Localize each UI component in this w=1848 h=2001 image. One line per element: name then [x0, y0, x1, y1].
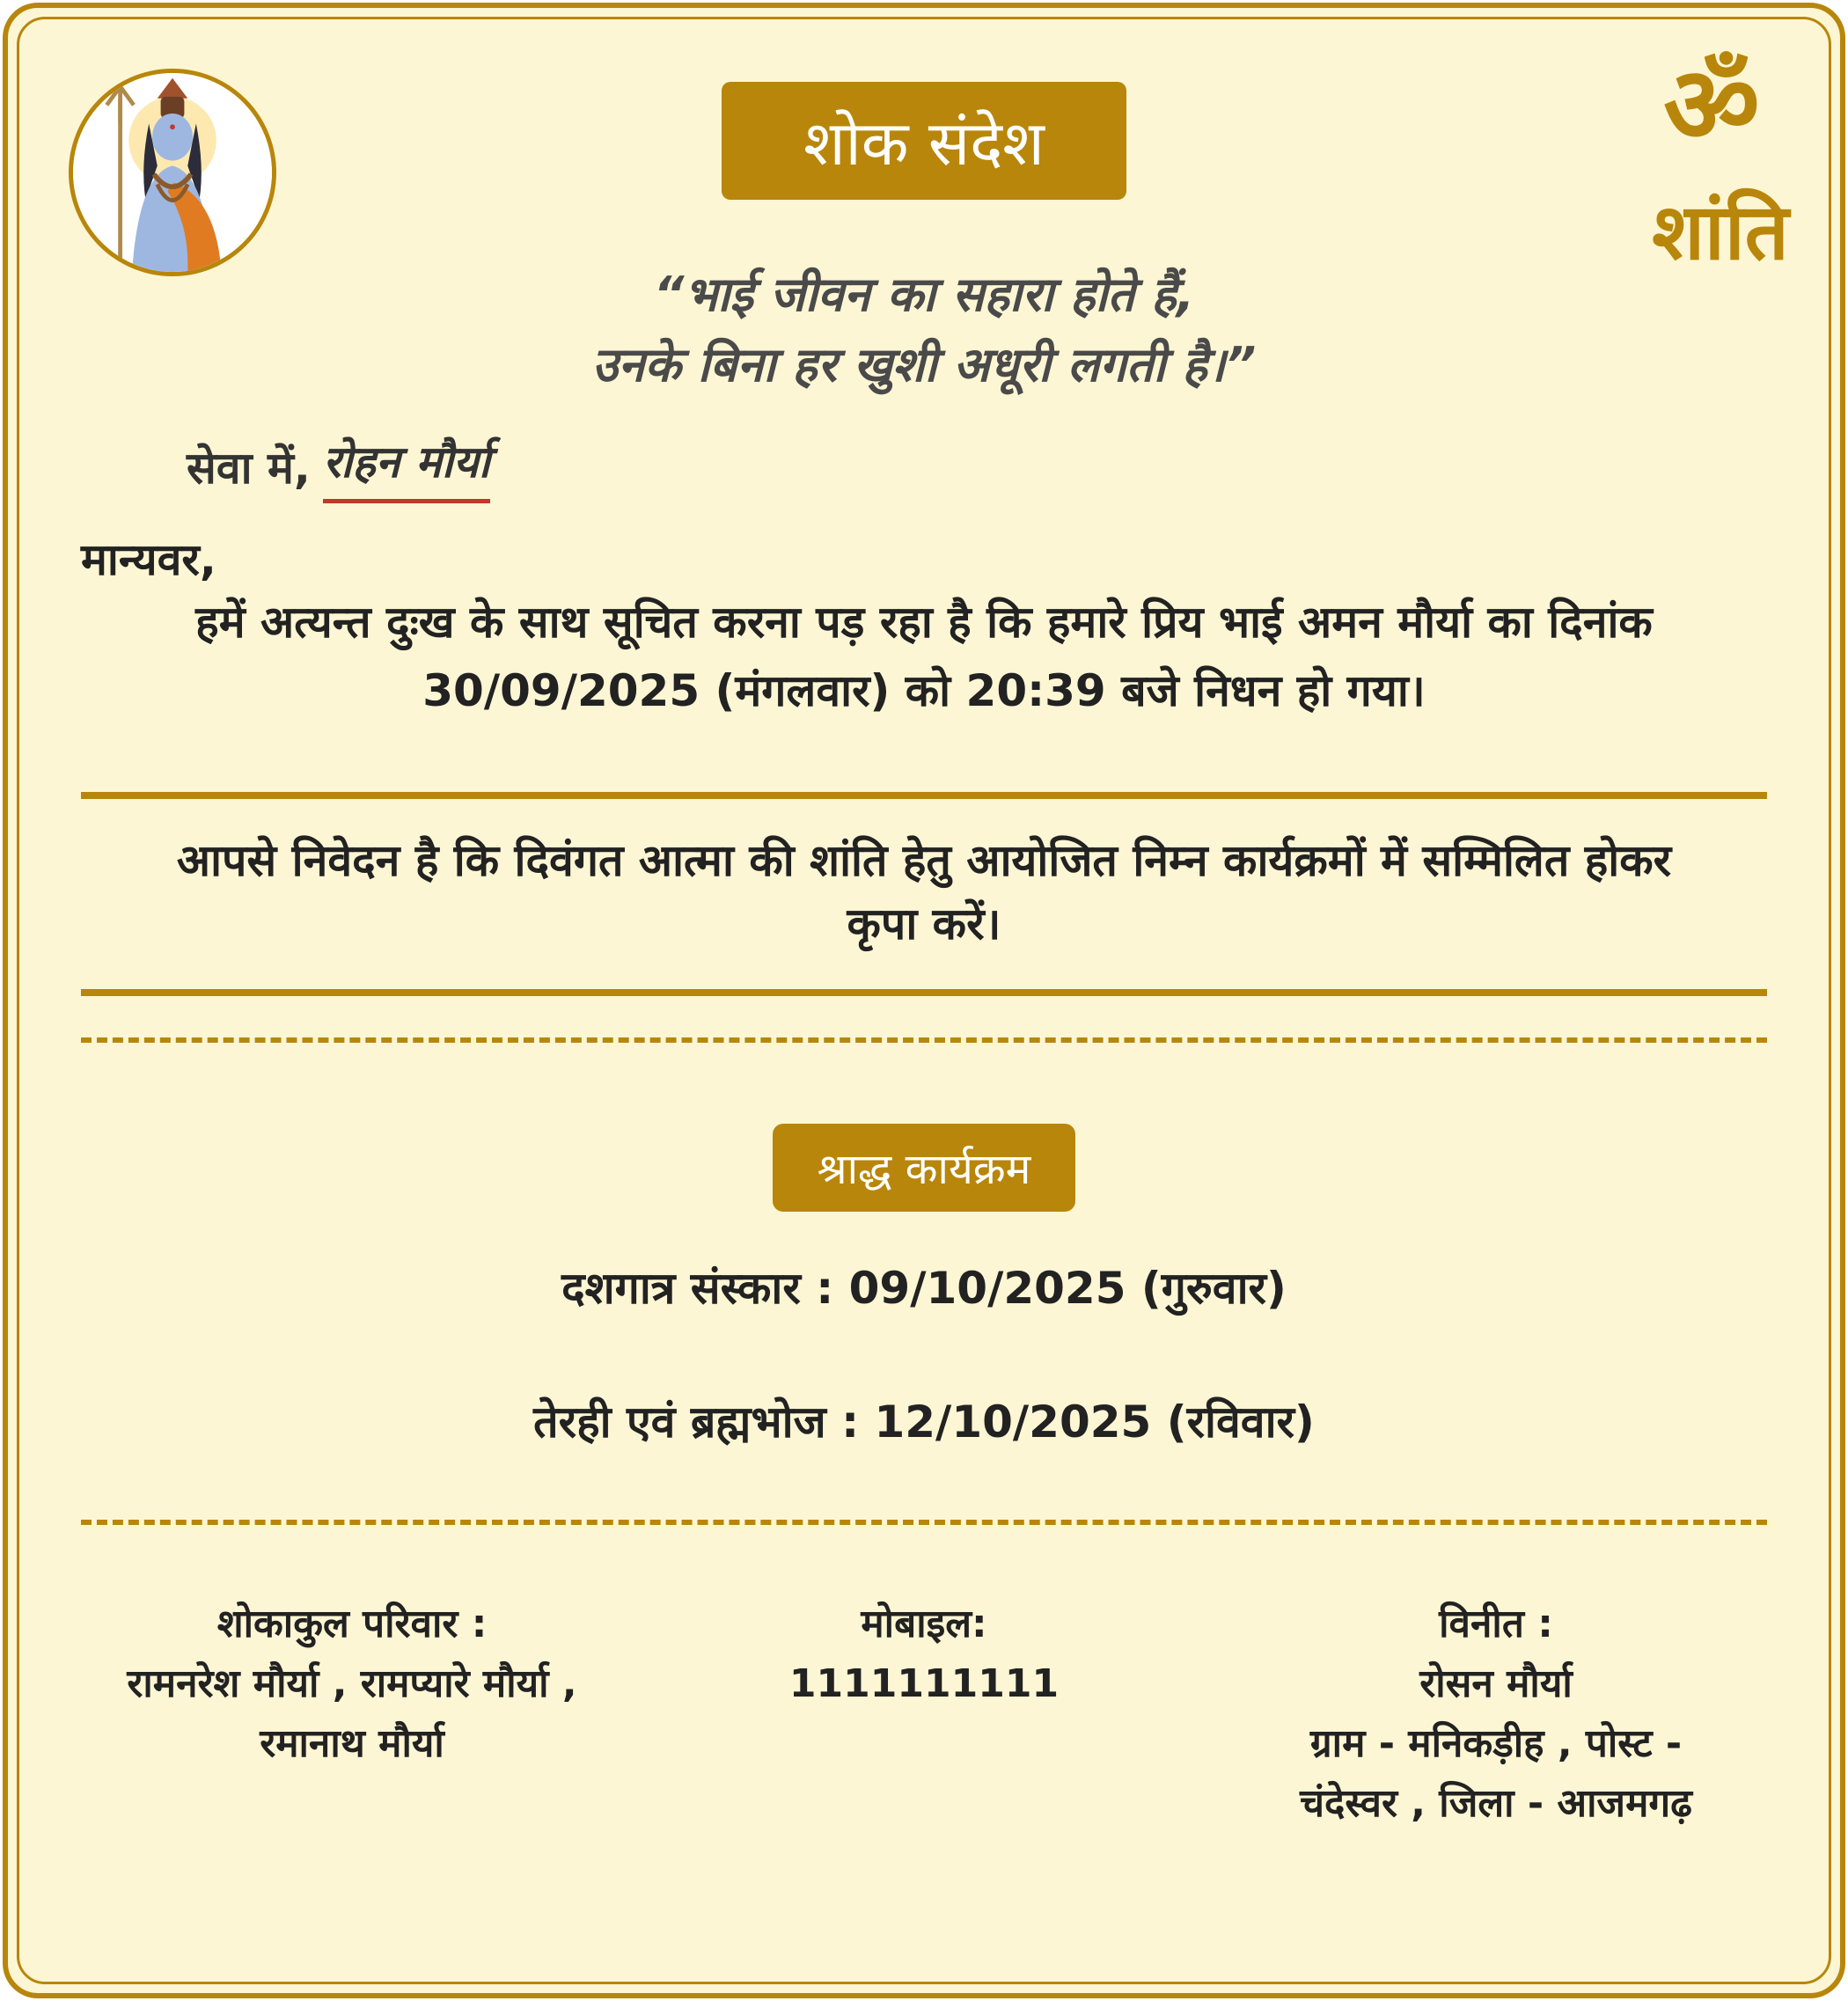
- quote-line-2: उनके बिना हर खुशी अधूरी लगती है।”: [591, 337, 1257, 392]
- quote-line-1: “भाई जीवन का सहारा होते हैं,: [653, 267, 1195, 322]
- vineet-label: विनीत :: [1439, 1602, 1553, 1646]
- ceremony-heading-badge: [773, 1124, 1075, 1212]
- mobile-label: मोबाइल:: [861, 1602, 987, 1646]
- dashed-divider-bottom: [81, 1520, 1767, 1525]
- om-symbol: ॐ: [1663, 44, 1760, 167]
- divider-top: [81, 792, 1767, 799]
- salutation: [187, 431, 490, 502]
- shiva-icon: [73, 73, 272, 272]
- announcement-line-2: 30/09/2025 (मंगलवार) को 20:39 बजे निधन हो गया।: [422, 665, 1426, 716]
- request: [53, 829, 1795, 956]
- family-line-2: रमानाथ मौर्या: [260, 1721, 444, 1766]
- vineet-address-1: ग्राम - मनिकड़ीह , पोस्ट -: [1309, 1721, 1683, 1766]
- dashed-divider-top: [81, 1037, 1767, 1043]
- family-block: [35, 1594, 669, 1774]
- vineet-block: [1214, 1594, 1778, 1834]
- recipient-name: रोहन मौर्या: [323, 430, 490, 503]
- announcement: [53, 588, 1795, 725]
- request-line-1: आपसे निवेदन है कि दिवंगत आत्मा की शांति हेतु आयोजित निम्न कार्यक्रमों में सम्मिलित होकर: [176, 835, 1672, 886]
- ceremony-item-dashgatra: दशगात्र संस्कार : 09/10/2025 (गुरुवार): [561, 1263, 1287, 1314]
- announcement-line-1: हमें अत्यन्त दुःख के साथ सूचित करना पड़ रहा है कि हमारे प्रिय भाई अमन मौर्या का दिनांक: [195, 597, 1653, 648]
- title-badge: [722, 82, 1126, 200]
- salutation-prefix: सेवा में,: [187, 443, 311, 494]
- vineet-name: रोसन मौर्या: [1419, 1661, 1573, 1706]
- ceremony-item-terahi: तेरही एवं ब्रह्मभोज : 12/10/2025 (रविवार): [533, 1396, 1315, 1448]
- family-line-1: रामनरेश मौर्या , रामप्यारे मौर्या ,: [127, 1661, 577, 1706]
- mobile-block: [748, 1594, 1100, 1714]
- divider-bottom: [81, 989, 1767, 996]
- vineet-address-2: चंदेस्वर , जिला - आजमगढ़: [1300, 1781, 1692, 1826]
- greeting: मान्यवर,: [81, 534, 216, 585]
- shanti-label: शांति: [1652, 187, 1789, 277]
- quote: [264, 260, 1584, 400]
- request-line-2: कृपा करें।: [847, 898, 1001, 949]
- deity-portrait: [69, 69, 276, 276]
- ceremony-heading: श्राद्ध कार्यक्रम: [817, 1144, 1031, 1194]
- family-label: शोकाकुल परिवार :: [216, 1602, 488, 1646]
- page-title: शोक संदेश: [803, 107, 1045, 180]
- mobile-number: 1111111111: [788, 1661, 1060, 1706]
